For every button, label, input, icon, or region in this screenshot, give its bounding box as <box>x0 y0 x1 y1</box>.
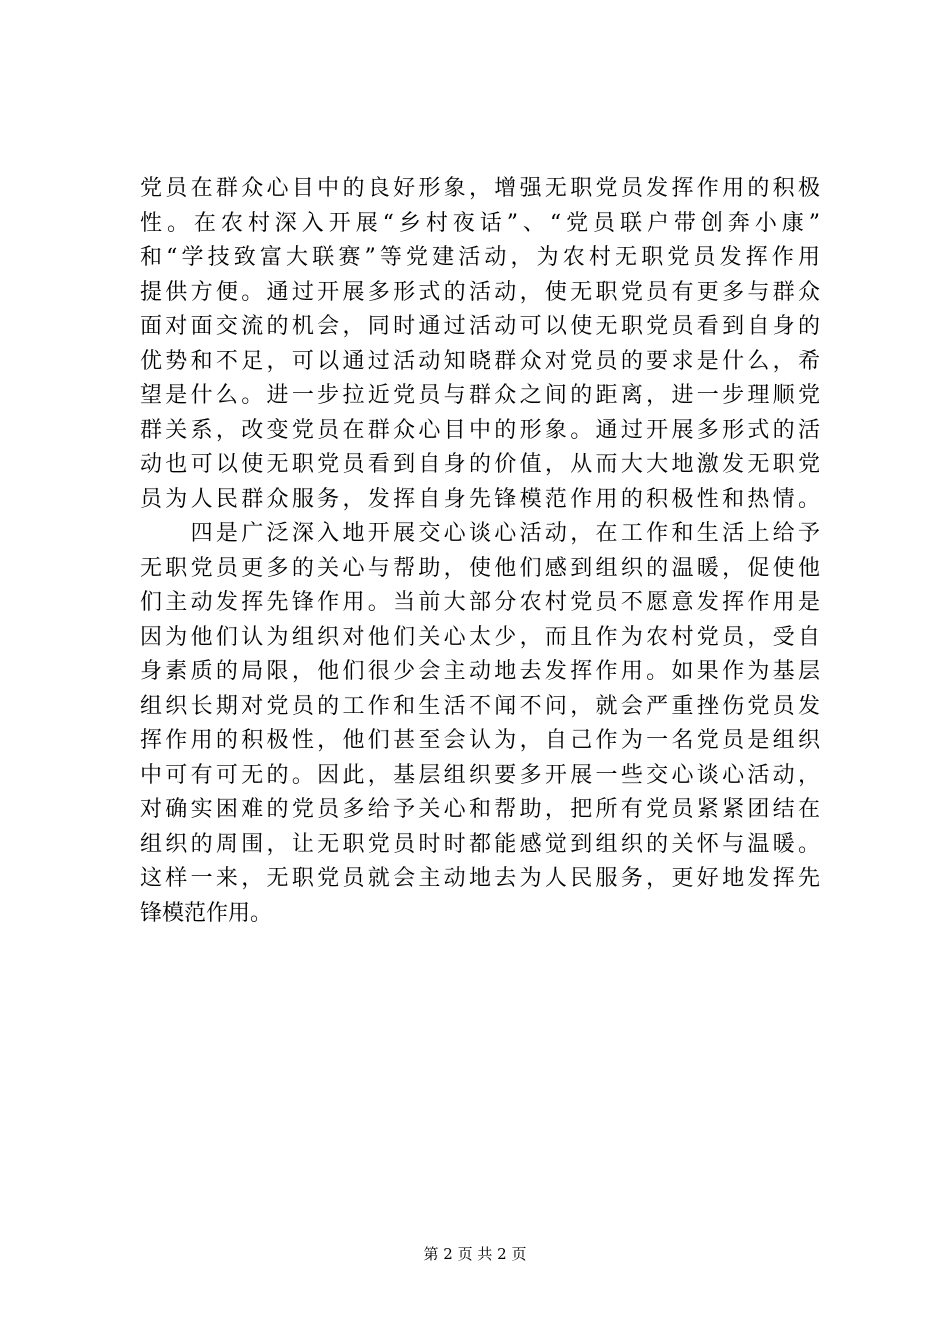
text-line: 们主动发挥先锋作用。当前大部分农村党员不愿意发挥作用是 <box>140 590 820 615</box>
text-line: 优势和不足，可以通过活动知晓群众对党员的要求是什么，希 <box>140 348 820 374</box>
text-line: 挥作用的积极性，他们甚至会认为，自己作为一名党员是组织 <box>140 728 820 753</box>
text-line: 这样一来，无职党员就会主动地去为人民服务，更好地发挥先 <box>140 866 820 891</box>
text-line: 因为他们认为组织对他们关心太少，而且作为农村党员，受自 <box>140 624 820 650</box>
text-line: 员为人民群众服务，发挥自身先锋模范作用的积极性和热情。 <box>140 486 820 512</box>
text-line: 对确实困难的党员多给予关心和帮助，把所有党员紧紧团结在 <box>140 797 820 822</box>
text-line: 提供方便。通过开展多形式的活动，使无职党员有更多与群众 <box>140 279 820 305</box>
text-line: 党员在群众心目中的良好形象，增强无职党员发挥作用的积极 <box>140 176 820 201</box>
text-line: 身素质的局限，他们很少会主动地去发挥作用。如果作为基层 <box>140 659 820 684</box>
text-line: 四是广泛深入地开展交心谈心活动，在工作和生活上给予 <box>140 521 820 546</box>
text-line: 性。在农村深入开展“乡村夜话”、“党员联户带创奔小康” <box>140 210 820 236</box>
text-line: 望是什么。进一步拉近党员与群众之间的距离，进一步理顺党 <box>140 383 820 408</box>
text-line: 动也可以使无职党员看到自身的价值，从而大大地激发无职党 <box>140 452 820 477</box>
text-line: 无职党员更多的关心与帮助，使他们感到组织的温暖，促使他 <box>140 555 820 581</box>
page-footer: 第 2 页 共 2 页 <box>423 1245 527 1263</box>
text-line: 锋模范作用。 <box>140 900 273 926</box>
body-text <box>140 172 820 931</box>
text-line: 组织长期对党员的工作和生活不闻不问，就会严重挫伤党员发 <box>140 693 820 719</box>
text-line: 和“学技致富大联赛”等党建活动，为农村无职党员发挥作用 <box>140 245 820 270</box>
text-line: 组织的周围，让无职党员时时都能感觉到组织的关怀与温暖。 <box>140 831 820 857</box>
text-line: 中可有可无的。因此，基层组织要多开展一些交心谈心活动， <box>140 762 820 788</box>
text-line: 面对面交流的机会，同时通过活动可以使无职党员看到自身的 <box>140 314 820 339</box>
text-line: 群关系，改变党员在群众心目中的形象。通过开展多形式的活 <box>140 417 820 443</box>
